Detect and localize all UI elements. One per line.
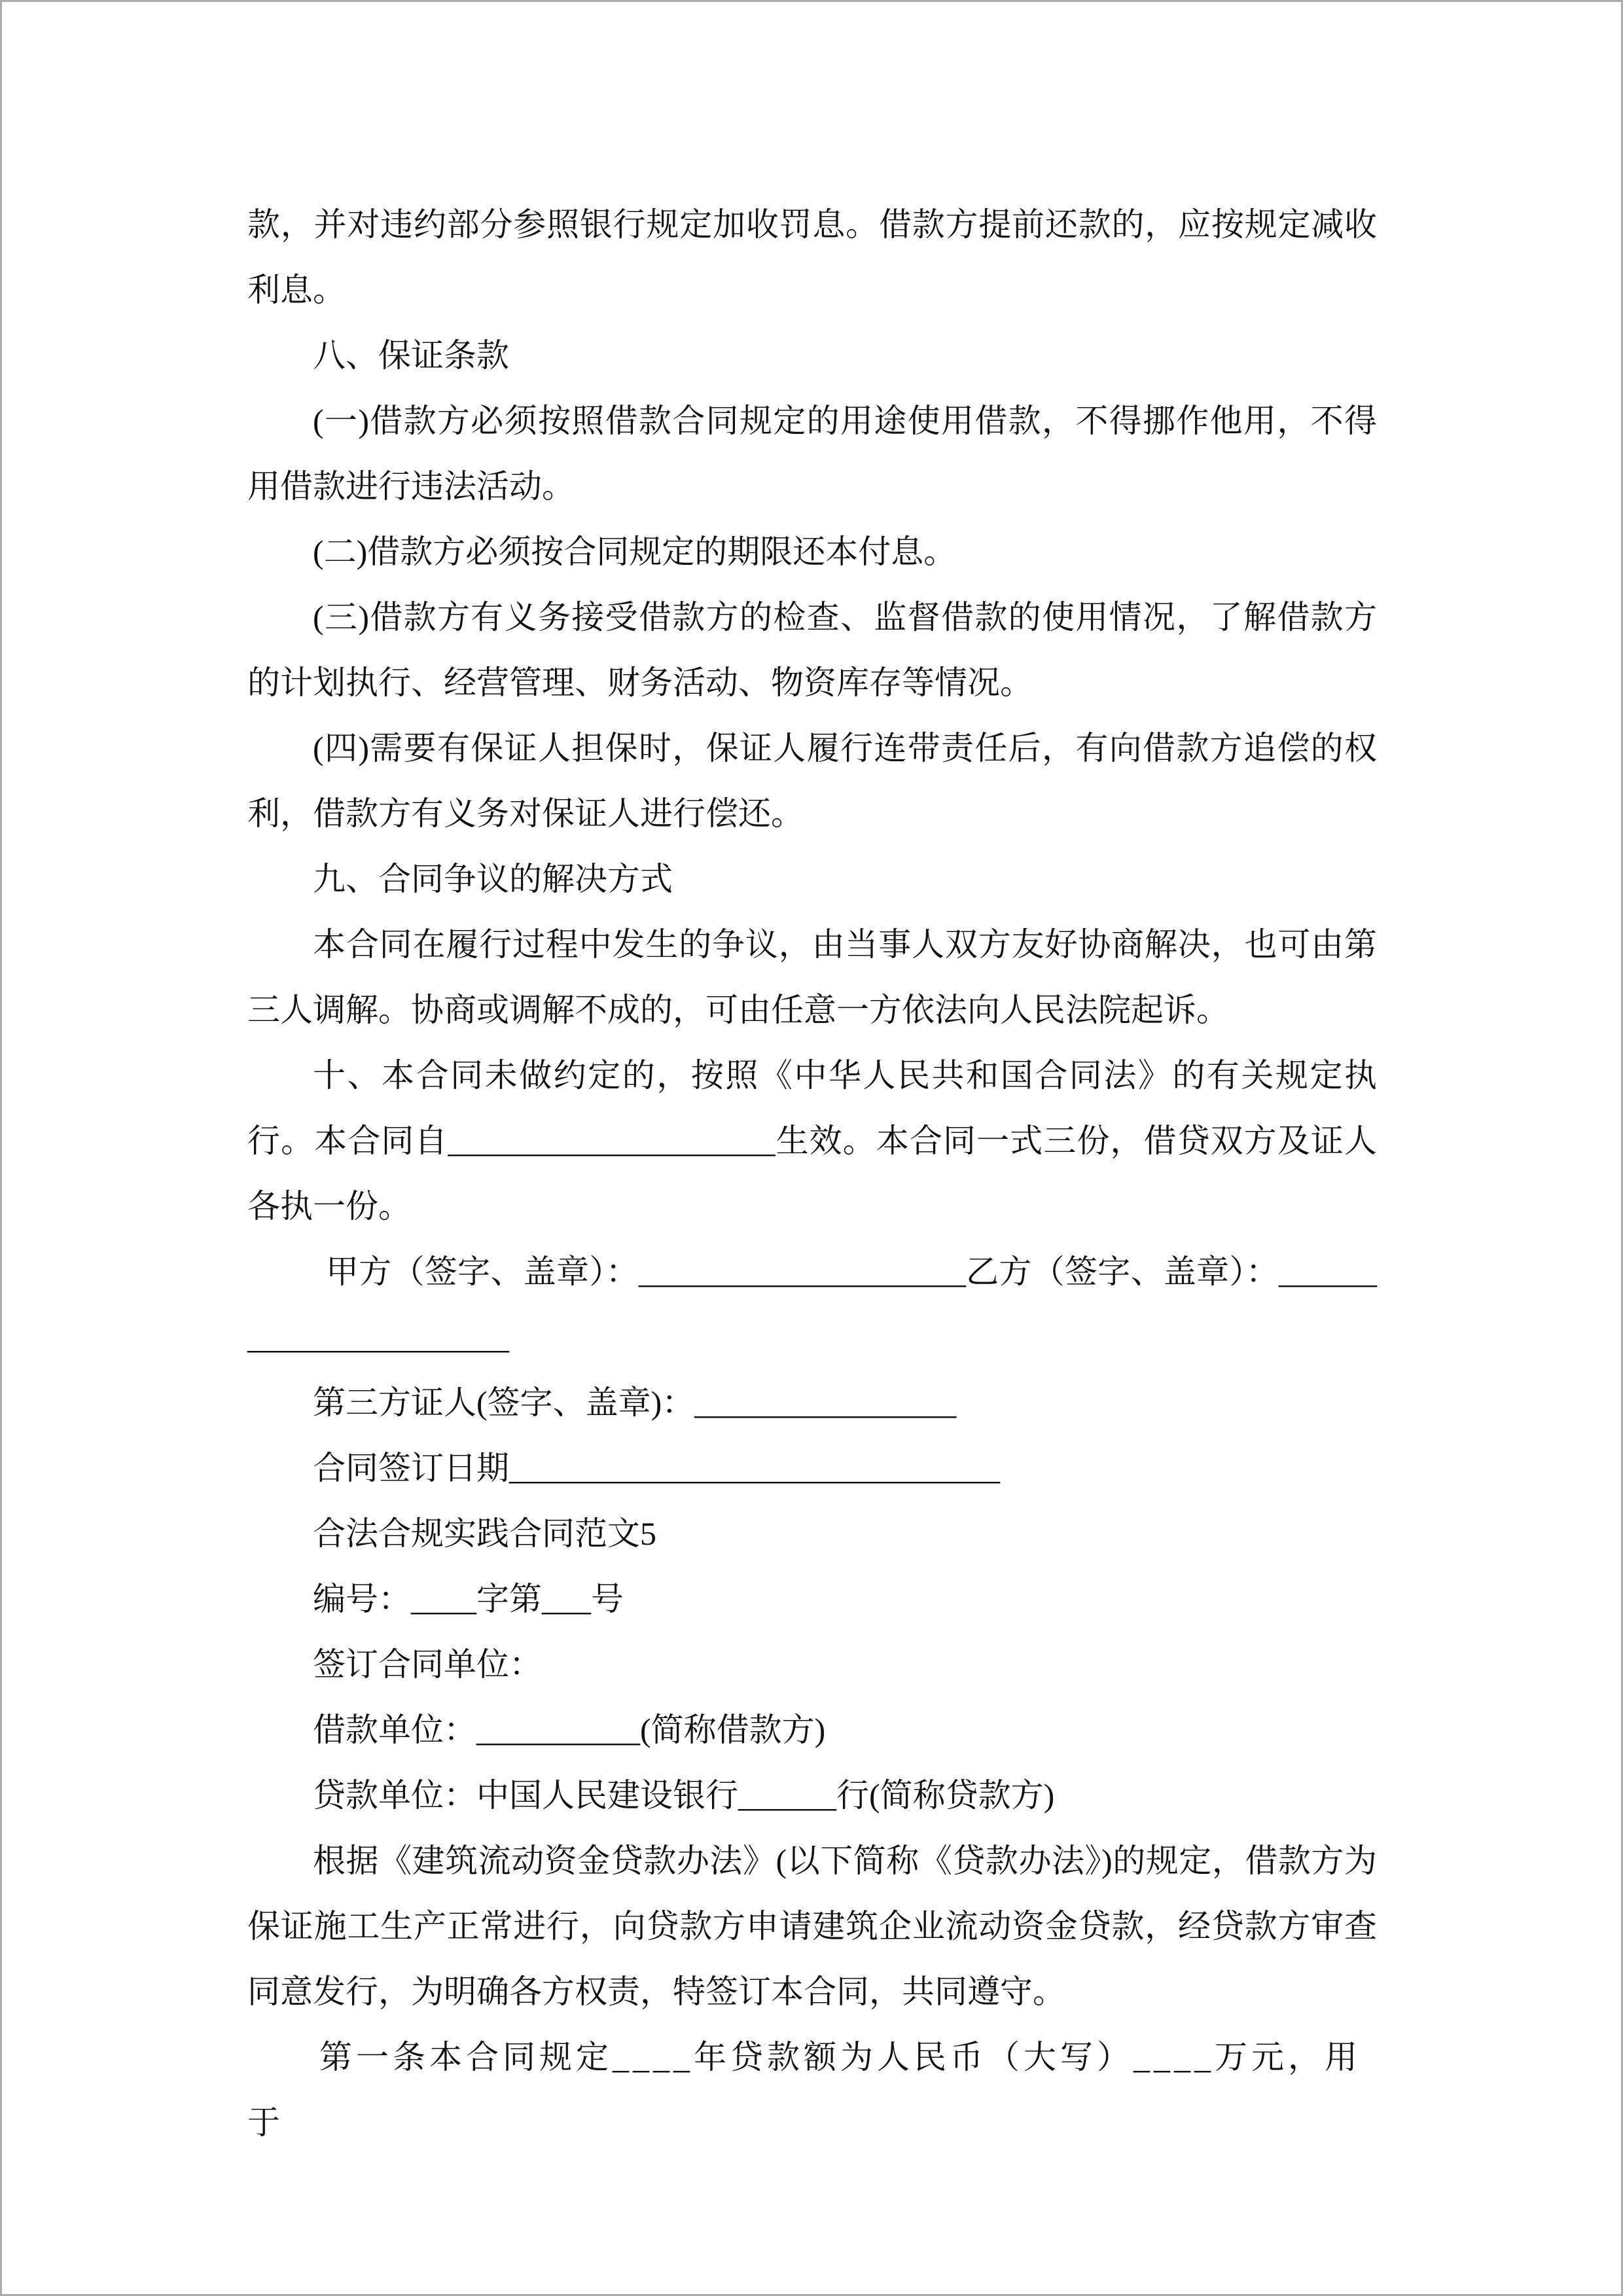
paragraph: 甲方（签字、盖章）：____________________乙方（签字、盖章）：______________________ bbox=[247, 1253, 1377, 1355]
paragraph: 合法合规实践合同范文5 bbox=[313, 1515, 656, 1552]
paragraph: 第一条本合同规定____年贷款额为人民币（大写）____万元，用于 bbox=[247, 2039, 1361, 2141]
paragraph: (一)借款方必须按照借款合同规定的用途使用借款，不得挪作他用，不得用借款进行违法活动。 bbox=[247, 403, 1377, 505]
document-body bbox=[247, 192, 1377, 2155]
paragraph: 合同签订日期______________________________ bbox=[313, 1450, 1000, 1486]
paragraph: 款，并对违约部分参照银行规定加收罚息。借款方提前还款的，应按规定减收利息。 bbox=[247, 206, 1377, 308]
paragraph: 十、本合同未做约定的，按照《中华人民共和国合同法》的有关规定执行。本合同自____________________生效。本合同一式三份，借贷双方及证人各执一份。 bbox=[247, 1057, 1377, 1225]
paragraph: 第三方证人(签字、盖章)：________________ bbox=[313, 1384, 957, 1421]
paragraph: 根据《建筑流动资金贷款办法》(以下简称《贷款办法》)的规定，借款方为保证施工生产正常进行，向贷款方申请建筑企业流动资金贷款，经贷款方审查同意发行，为明确各方权责，特签订本合同，共同遵守。 bbox=[247, 1842, 1377, 2010]
paragraph: 编号：____字第___号 bbox=[313, 1581, 624, 1617]
paragraph: 本合同在履行过程中发生的争议，由当事人双方友好协商解决，也可由第三人调解。协商或调解不成的，可由任意一方依法向人民法院起诉。 bbox=[247, 926, 1377, 1028]
paragraph: (三)借款方有义务接受借款方的检查、监督借款的使用情况，了解借款方的计划执行、经营管理、财务活动、物资库存等情况。 bbox=[247, 599, 1377, 701]
paragraph: 八、保证条款 bbox=[313, 337, 509, 374]
paragraph: (四)需要有保证人担保时，保证人履行连带责任后，有向借款方追偿的权利，借款方有义务对保证人进行偿还。 bbox=[247, 730, 1377, 832]
paragraph: 签订合同单位： bbox=[313, 1646, 542, 1683]
paragraph: 借款单位：__________(简称借款方) bbox=[313, 1712, 826, 1748]
paragraph: 九、合同争议的解决方式 bbox=[313, 861, 673, 897]
paragraph: (二)借款方必须按合同规定的期限还本付息。 bbox=[313, 533, 957, 570]
paragraph: 贷款单位：中国人民建设银行______行(简称贷款方) bbox=[313, 1777, 1055, 1814]
